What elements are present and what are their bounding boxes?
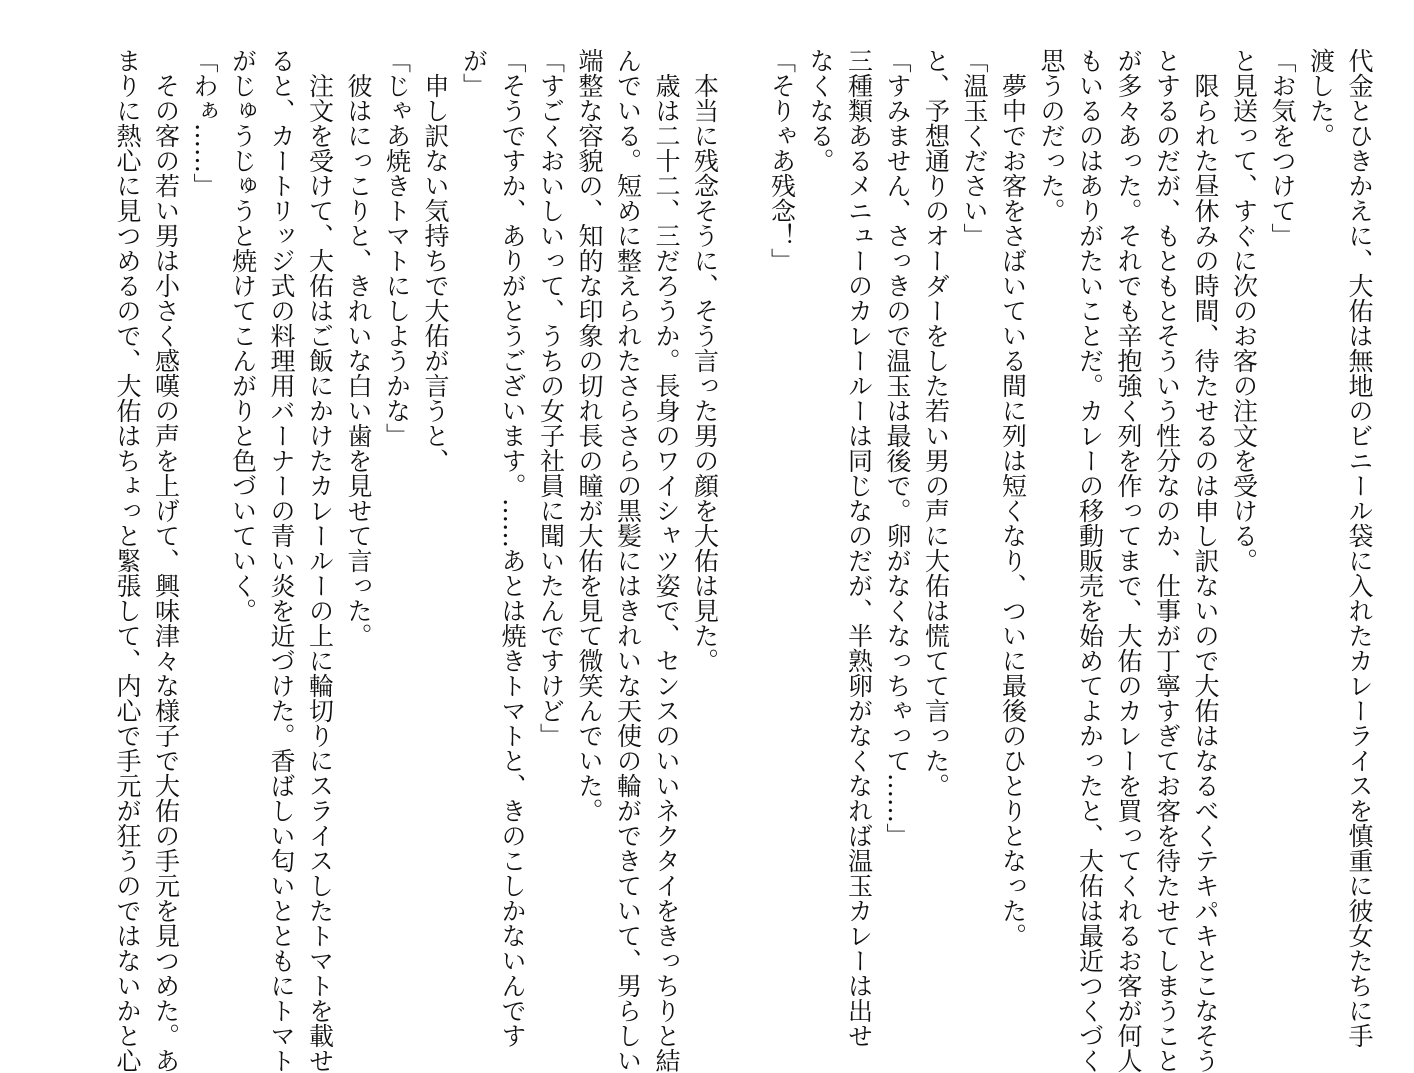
text-line: 彼はにっこりと、きれいな白い歯を見せて言った。 [344,73,373,648]
text-line: 「わぁ……」 [190,48,219,198]
text-line: と、予想通りのオーダーをした若い男の声に大佑は慌てて言った。 [921,48,951,798]
text-line: と見送って、すぐに次のお客の注文を受ける。 [1229,48,1259,573]
text-line: 限られた昼休みの時間、待たせるのは申し訳ないので大佑はなるべくテキパキとこなそう [1191,73,1220,1073]
text-line: 夢中でお客をさばいている間に列は短くなり、ついに最後のひとりとなった。 [998,73,1028,948]
text-line: がじゅうじゅうと焼けてこんがりと色づいていく。 [228,48,258,623]
text-line: 「そりゃあ残念！」 [767,48,797,273]
text-line: 注文を受けて、大佑はご飯にかけたカレールーの上に輪切りにスライスしたトマトを載せ [305,73,335,1073]
text-line: 代金とひきかえに、大佑は無地のビニール袋に入れたカレーライスを慎重に彼女たちに手 [1345,48,1374,1048]
text-line: 「すごくおいしいって、うちの女子社員に聞いたんですけど」 [536,48,566,748]
text-line: 「すみません、さっきので温玉は最後で。卵がなくなっちゃって……」 [883,48,912,848]
text-line: 「温玉ください」 [960,48,989,248]
text-line: 思うのだった。 [1037,48,1066,223]
text-line: 本当に残念そうに、そう言った男の顔を大佑は見た。 [690,73,720,673]
text-line: その客の若い男は小さく感嘆の声を上げて、興味津々な様子で大佑の手元を見つめた。あ [151,73,181,1073]
text-line: まりに熱心に見つめるので、大佑はちょっと緊張して、内心で手元が狂うのではないかと心 [113,48,142,1073]
text-line: んでいる。短めに整えられたさらさらの黒髪にはきれいな天使の輪ができていて、男らしい [613,48,643,1073]
text-line: ると、カートリッジ式の料理用バーナーの青い炎を近づけた。香ばしい匂いとともにトマト [267,48,296,1073]
text-line: 申し訳ない気持ちで大佑が言うと、 [421,73,450,473]
text-line: 「じゃあ焼きトマトにしようかな」 [382,48,412,448]
text-line: なくなる。 [806,48,835,173]
text-line: もいるのはありがたいことだ。カレーの移動販売を始めてよかったと、大佑は最近つくづく [1075,48,1105,1073]
blank-column [724,48,763,988]
text-line: とするのだが、もともとそういう性分なのか、仕事が丁寧すぎてお客を待たせてしまうこと [1152,48,1182,1073]
text-line: が多々あった。それでも辛抱強く列を作ってまで、大佑のカレーを買ってくれるお客が何人 [1114,48,1143,1073]
text-line: 渡した。 [1306,48,1336,148]
text-line: 端整な容貌の、知的な印象の切れ長の瞳が大佑を見て微笑んでいた。 [575,48,604,823]
vertical-text-body [108,48,1379,1073]
text-line: 三種類あるメニューのカレールーは同じなのだが、半熟卵がなくなれば温玉カレーは出せ [844,48,874,1048]
text-line: 「お気をつけて」 [1268,48,1297,248]
text-line: が」 [459,48,489,98]
text-line: 歳は二十二、三だろうか。長身のワイシャツ姿で、センスのいいネクタイをきっちりと結 [652,73,681,1073]
text-line: 「そうですか、ありがとうございます。……あとは焼きトマトと、きのこしかないんです [498,48,527,1048]
